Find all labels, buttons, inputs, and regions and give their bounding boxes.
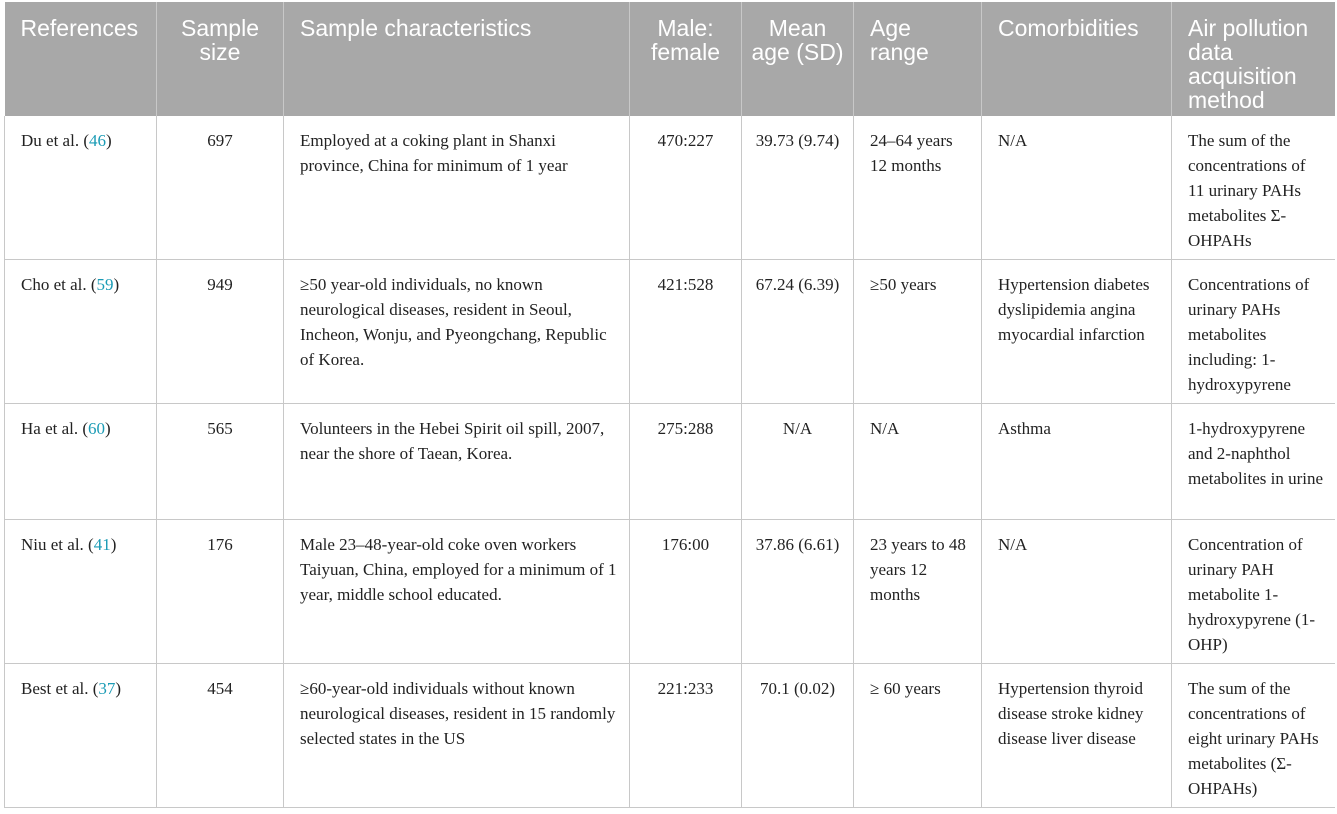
- male-female-cell: 421:528: [630, 260, 742, 404]
- mean-age-cell: 39.73 (9.74): [742, 116, 854, 260]
- reference-author: Best et al. (: [21, 679, 99, 698]
- comorbidities-cell: Asthma: [982, 404, 1172, 520]
- sample-size-cell: 565: [157, 404, 284, 520]
- characteristics-cell: Male 23–48-year-old coke oven workers Taiyuan, China, employed for a minimum of 1 year, middle school educated.: [284, 520, 630, 664]
- characteristics-cell: Volunteers in the Hebei Spirit oil spill, 2007, near the shore of Taean, Korea.: [284, 404, 630, 520]
- header-comorbidities: Comorbidities: [982, 2, 1172, 116]
- mean-age-cell: N/A: [742, 404, 854, 520]
- reference-cell: [5, 520, 157, 664]
- header-male-female: Male: female: [630, 2, 742, 116]
- header-references: References: [5, 2, 157, 116]
- mean-age-cell: 70.1 (0.02): [742, 664, 854, 808]
- comorbidities-cell: Hypertension diabetes dyslipidemia angina myocardial infarction: [982, 260, 1172, 404]
- method-cell: The sum of the concentrations of eight urinary PAHs metabolites (Σ-OHPAHs): [1172, 664, 1335, 808]
- method-cell: Concentration of urinary PAH metabolite 1-hydroxypyrene (1-OHP): [1172, 520, 1335, 664]
- table-row: [5, 404, 1335, 520]
- reference-cell: [5, 116, 157, 260]
- mean-age-cell: 67.24 (6.39): [742, 260, 854, 404]
- characteristics-cell: Employed at a coking plant in Shanxi province, China for minimum of 1 year: [284, 116, 630, 260]
- reference-author: Du et al. (: [21, 131, 89, 150]
- header-age-range: Age range: [854, 2, 982, 116]
- header-mean-age: Mean age (SD): [742, 2, 854, 116]
- sample-size-cell: 949: [157, 260, 284, 404]
- studies-table: [4, 2, 1335, 808]
- sample-size-cell: 697: [157, 116, 284, 260]
- reference-author: Cho et al. (: [21, 275, 97, 294]
- header-acquisition-method: Air pollution data acquisition method: [1172, 2, 1335, 116]
- age-range-cell: ≥ 60 years: [854, 664, 982, 808]
- table-row: [5, 520, 1335, 664]
- reference-cell: [5, 664, 157, 808]
- citation-link[interactable]: 46: [88, 131, 106, 150]
- header-sample-characteristics: Sample characteristics: [284, 2, 630, 116]
- reference-cell: [5, 404, 157, 520]
- characteristics-cell: ≥50 year-old individuals, no known neurological diseases, resident in Seoul, Incheon, Wonju, and Pyeongchang, Republic of Korea.: [284, 260, 630, 404]
- characteristics-cell: ≥60-year-old individuals without known neurological diseases, resident in 15 randomly selected states in the US: [284, 664, 630, 808]
- header-sample-size: Sample size: [157, 2, 284, 116]
- age-range-cell: ≥50 years: [854, 260, 982, 404]
- age-range-cell: N/A: [854, 404, 982, 520]
- table-row: [5, 664, 1335, 808]
- comorbidities-cell: N/A: [982, 520, 1172, 664]
- sample-size-cell: 454: [157, 664, 284, 808]
- reference-author: Ha et al. (: [21, 419, 89, 438]
- method-cell: Concentrations of urinary PAHs metabolites including: 1-hydroxypyrene: [1172, 260, 1335, 404]
- reference-close: ): [105, 419, 111, 438]
- comorbidities-cell: Hypertension thyroid disease stroke kidney disease liver disease: [982, 664, 1172, 808]
- sample-size-cell: 176: [157, 520, 284, 664]
- age-range-cell: 24–64 years 12 months: [854, 116, 982, 260]
- male-female-cell: 275:288: [630, 404, 742, 520]
- male-female-cell: 221:233: [630, 664, 742, 808]
- table-header: [5, 2, 1335, 116]
- citation-link[interactable]: 59: [96, 275, 114, 294]
- table-row: [5, 260, 1335, 404]
- reference-close: ): [115, 679, 122, 698]
- citation-link[interactable]: 37: [98, 679, 116, 698]
- citation-link[interactable]: 60: [88, 419, 106, 438]
- age-range-cell: 23 years to 48 years 12 months: [854, 520, 982, 664]
- mean-age-cell: 37.86 (6.61): [742, 520, 854, 664]
- method-cell: 1-hydroxypyrene and 2-naphthol metabolites in urine: [1172, 404, 1335, 520]
- method-cell: The sum of the concentrations of 11 urinary PAHs metabolites Σ-OHPAHs: [1172, 116, 1335, 260]
- reference-close: ): [113, 275, 120, 294]
- reference-author: Niu et al. (: [21, 535, 94, 554]
- male-female-cell: 470:227: [630, 116, 742, 260]
- reference-close: ): [105, 131, 112, 150]
- table-row: [5, 116, 1335, 260]
- citation-link[interactable]: 41: [93, 535, 111, 554]
- comorbidities-cell: N/A: [982, 116, 1172, 260]
- reference-close: ): [110, 535, 117, 554]
- reference-cell: [5, 260, 157, 404]
- male-female-cell: 176:00: [630, 520, 742, 664]
